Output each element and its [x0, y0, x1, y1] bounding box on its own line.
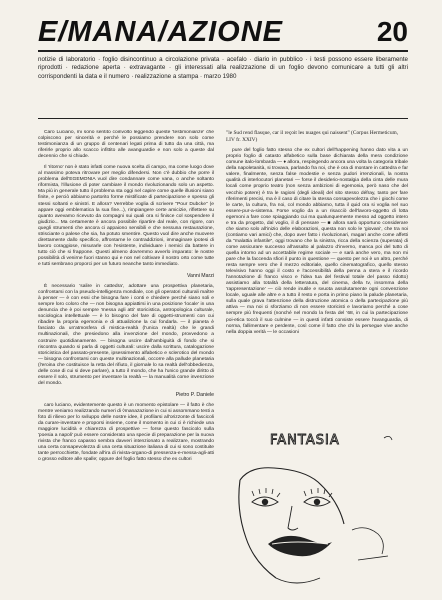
masthead-subtitle: notizie di laboratorio · foglio disincontinuo a circolazione privata · acefalo · diario in pubblico · i testi possono essere liberamente riprodotti · redazione aperta · extravagante · gli interessati alla realizzazione di un foglio devono comunicare a tutti gli altri corrispondenti la data e il numero · realizzazione a stampa · marzo 1980 — [38, 56, 408, 80]
fantasia-label: FANTASIA — [270, 433, 340, 448]
issue-number: 20 — [376, 16, 408, 47]
fantasia-drawing — [234, 420, 408, 592]
signature-pietro-daniele: Pietro P. Daniele — [175, 391, 214, 398]
masthead — [38, 14, 408, 50]
right-column — [226, 130, 408, 442]
epigraph-quote: "le Sud rend flasque, car il reçoit les nuages qui naissent" (Corpus Hermeticum, I.IV fr. XXIV) — [226, 130, 399, 143]
letter-paragraph: È necessario 'salire in cattedra', adottare una prospettiva planetaria, confrontarsi con la pseudo-intelligenza mondiale, con gli operatori culturali maître à penser — è con essi che bisogna fare i conti e chiedere perché siano soli e sempre loro coloro che — non bisogna appiattirsi in una posizione 'locale' in una denuncia che è poi sempre 'messa agli atti' storicistica, antropologica culturale, sociologica intellettuale — è lo bisogno del fare di oggetti-strumenti con cui ribadire la propria egemonia e di attualizione la cui fondarla. — il pianeta è fasciato da un'atmosfera di mistica-realtà (l'unica realtà) che le grandi multinazionali, che presiedono alla invenzione del mondo, provvedono a costruire quotidianamente. — bisogna uscire dall'ambiguità di fondo che si riscontra quando si parla di oggetti culturali: uscire dalla scrittura, catalogazione storicistica del passato-presente, ipsessimento alfabetico e sclerotico del mondo — bisogna confrontarsi con queste multinazionali, occorre alla pallude planetaria (l'eroina che costituisce la retta del rifiuto, il giornale lo sa realtà dell'obbedienza, delle cose di cui si deve parlare), a tutto il mondo, che ha l'unico grande diritto di essere il solo, strumento per inventare la realtà — la manualità come invenzione del mondo. — [38, 284, 214, 386]
signature-vanni-marzi: Vanni Marzi — [186, 273, 214, 280]
letter-paragraph: caro luciano, evidentemente questo è un momento epistolare — il fatto è che mentre veniamo realizzando numeri di ◊manazazione in cui si assommano testi a foto di rilievo per lo sviluppo delle nostre idee, il profilarsi all'orizzonte di fascicoli da curare-inventare e proporsi insieme, come il momento in cui ci è richiede una maggiore lucidità e chiarezza di prospettive — forse questo fascicolo sulla 'poesia a napoli' può essere considerato una specie di preparazione per la nuova rivista che franco capasso sembra davveri intenzionato a realizzare, mostrando una certa consapevolezza di una certa situazione italiana di cui si sono costituite tante perrocchiette, fondate all'ira di rivista-organo-di pressenza-e-messa-agli-atti o grosso editore alle spalle; oppure del foglio fatto stesso che ex cultori — [38, 402, 214, 463]
left-column — [38, 130, 214, 590]
masthead-rule — [38, 50, 408, 52]
letter-paragraph: pure del foglio fatto stesso che ex cultori dell'happening hanno dato vita a un proprio foglio di catasto alfabetico sulla base dichiarata della mera condizione comune italo-lombarda — ♦ allora, respingendo ancora una volta la categoria tribale della napoletanità, si trovava, parlando fra noi, che è ora di montare in cattedra e far valere, finalmente, senza false modestie e senza pudori irrenzionali, la nostra qualità di interlocutori planetari — forse il desiderio-nostalgia della cinta delle mura locali come proprio teatro (non senza ambizioni di egemonia, però naso che del vecchio potere) è tra le ragioni (degli ideali) del sito stesso défray, tanto per fare riferimenti precisi, ma è il caso di citare la stessa consapevolezza che i giochi come le carte, la cultura, fra noi, col mondo abbiamo, tutta il quid ora si voglia nel suo essere-pur-a-sistema. Forse voglio da a un risacciò dell'lavoro-oggetto di lotta egemoni a fare cose spiaggiando cui ma qualunquemente messo ad oggetto intero e tra da progetto, dal voglio, il di pensare — ■ allora sarà opportuno considerare che siamo solo all'inizio delle elaborazioni, questa non solo le 'giovani', che tra noi (contiamo vari amici) che, dopo aver fatto i rivoluzionari, magari anche come affetti da "malattia infantile", oggi trovano che la sinistra, ricca della scienza (superata) di come assicurare successo all'assalto al palazzo d'inverno, manca poi del tutto di quella intorno ad un accettabile regime sociale — e sarà anche vero, ma non mi pare che la faccenda sfiori il punto in questione — questo per noi è un altro, perché resta sempre vero che il mezzo editoriale, quello cinematografico, quello stesso televisivo hanno oggi il costo e l'accessibilità della penna a stera e il ricordo l'annotazione di franco visco e l'idea tua del festival totale del passo ridotto) assistiamo alla totalità della letteratura, del cinema, della tv, insomma della 'rappresentazione' — ciò rende inutile e svuota assolutamente ogni convenzione locale, uguale alle altre e a tutto il resto e porta in primo piano la palude planetaria, sulla quale grava l'attenzione della distruzione atomica o della partecipazione più attiva — ma noi ci sforziamo di non essere storicisti e lavoriamo perché a cose sempre più frequenti (nonché nel mondo la festa del '68, in cui la partecipazione poi-etica toccò il suo culmine — in questi infatti consiste essere l'avanguardia, di norma, fallimentare e perdente, così come il fatto che chi la persegue vive anche nella doppia verità — le occasioni — [226, 148, 408, 335]
letter-paragraph: Il 'ritorno' non è stato infatti come nuova scelta di campo, ma come luogo dove al massimo poteva ritrovare per meglio difendersi. Non c'è dubbio che porre il problema dell'EGEMONIA vuol dire condannare come vana, o anche soltanto riformista, l'illusione di poter cambiare il mondo rivoluzionando solo un aspetto. Ma più in generale tutto il problema sta oggi nel capire come quelle illusioni siano finite, e perciò abbiamo partorito forme mistificate di partecipazione e spesso gli stessi soltanti e sinistri. E allora? Verrebbe voglia di scrivere "Pour Dubcke" (e appare oggi emblematica la sua fine...), rimpiangere certe amicizie, riflettere su quanto avevamo ricevuto da compagni sui quali ora si finisce col sospendere il giudizio... Ma certamente è ancora possibile ripartire dal reale, con rigore, con quegli strumenti che ancora ci appaiono sensibili e che nessuna restaurazione, strisciante o palese che sia, ha potuto smentire. Questo vuol dire anche muovere direttamente dallo specifico, affrontarne le contraddizioni, immaginare ipotesi di lavoro coraggiose, misurarle con l'esistente, individuare i nemici da battere in tutto ciò che si frappone. Questi almeno dovremmo avverlo imparato: le nostre possibilità di venirne fuori stanno qui e non nel coltivare il nostro orto come tutte e tutti sembrano proporci per un futuro neanche tanto immediato. — [38, 165, 214, 267]
masthead-title: E/MANA/AZIONE — [38, 15, 283, 48]
subtitle-rule — [38, 118, 408, 119]
letter-paragraph: Caro Luciano, mi sono sentito coinvolto leggendo queste 'testimonianze' che colpiscono per sincerità e perché le possiamo prendere non solo come testimonianza di un gruppo di centenari legati prima di tutto da una città, ma riferirle proprio allo scacco infittito alle avanguardie e non solo a queste dal decennio che si chiude. — [38, 130, 214, 160]
fantasia-sketch — [234, 420, 408, 592]
